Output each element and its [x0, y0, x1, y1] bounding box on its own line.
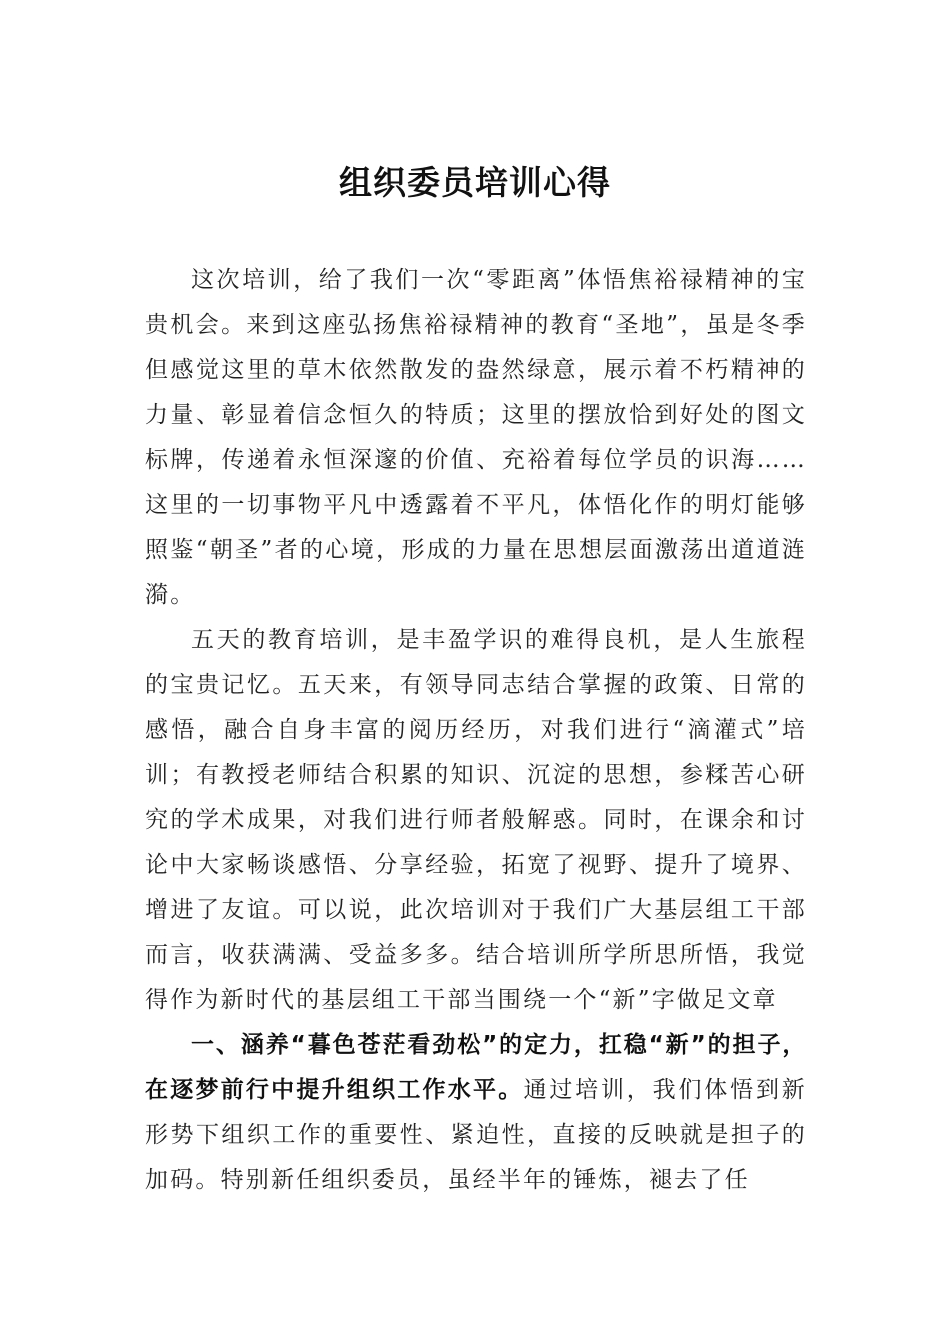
section-1-heading: 一、涵养“暮色苍茫看劲松”的定力，扛稳“新”的担子，在逐梦前行中提升组织工作水平。 — [145, 1032, 807, 1103]
document-body — [145, 258, 807, 1203]
section-1-paragraph — [145, 1023, 807, 1203]
section-1-text: 通过培训，我们体悟到新形势下组织工作的重要性、紧迫性，直接的反映就是担子的加码。特别新任组织委员，虽经半年的锤炼，褪去了任 — [145, 1077, 808, 1193]
paragraph-1: 这次培训，给了我们一次“零距离”体悟焦裕禄精神的宝贵机会。来到这座弘扬焦裕禄精神的教育“圣地”，虽是冬季但感觉这里的草木依然散发的盎然绿意，展示着不朽精神的力量、彰显着信念恒久的特质；这里的摆放恰到好处的图文标牌，传递着永恒深邃的价值、充裕着每位学员的识海……这里的一切事物平凡中透露着不平凡，体悟化作的明灯能够照鉴“朝圣”者的心境，形成的力量在思想层面激荡出道道涟漪。 — [145, 267, 807, 608]
paragraph-2: 五天的教育培训，是丰盈学识的难得良机，是人生旅程的宝贵记忆。五天来，有领导同志结合掌握的政策、日常的感悟，融合自身丰富的阅历经历，对我们进行“滴灌式”培训；有教授老师结合积累的知识、沉淀的思想，参糅苦心研究的学术成果，对我们进行师者般解惑。同时，在课余和讨论中大家畅谈感悟、分享经验，拓宽了视野、提升了境界、增进了友谊。可以说，此次培训对于我们广大基层组工干部而言，收获满满、受益多多。结合培训所学所思所悟，我觉得作为新时代的基层组工干部当围绕一个“新”字做足文章 — [145, 627, 807, 1013]
document-title: 组织委员培训心得 — [339, 163, 611, 202]
